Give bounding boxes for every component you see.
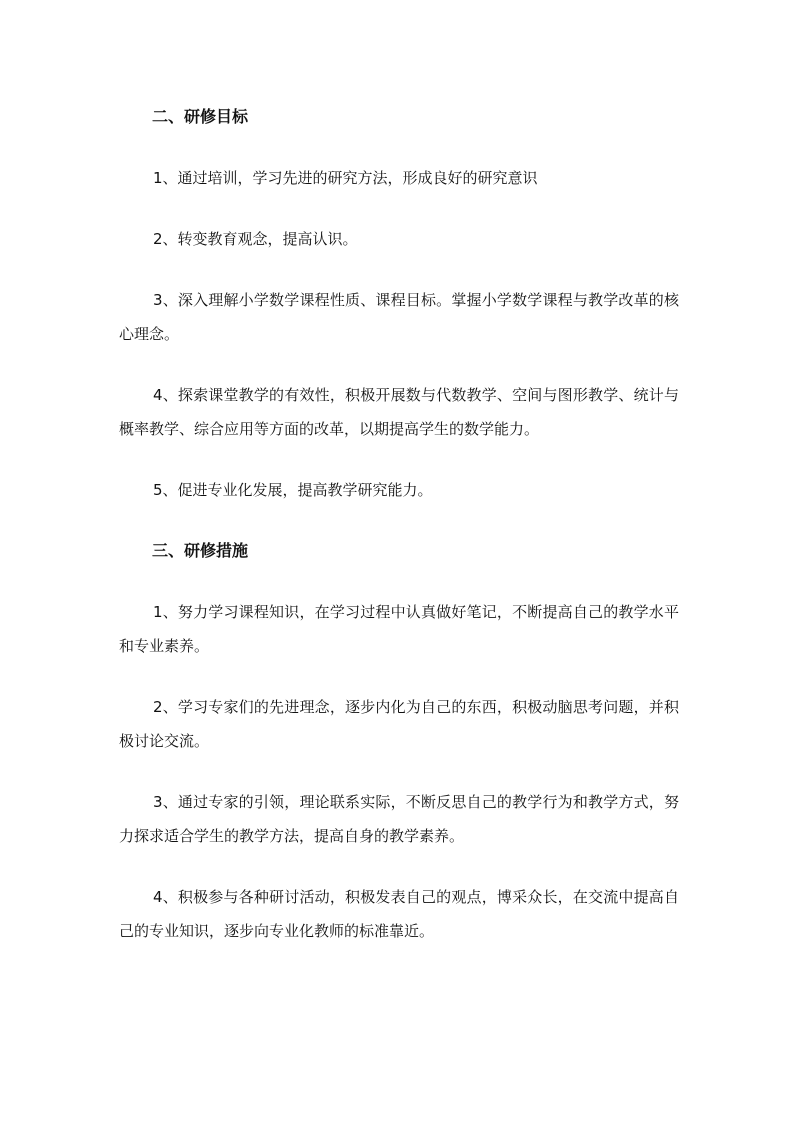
goal-item-3: 3、深入理解小学数学课程性质、课程目标。掌握小学数学课程与教学改革的核心理念。 xyxy=(119,291,679,343)
goal-item-5: 5、促进专业化发展，提高教学研究能力。 xyxy=(153,481,433,499)
measure-item-3: 3、通过专家的引领，理论联系实际，不断反思自己的教学行为和教学方式，努力探求适合学生的教学方法，提高自身的教学素养。 xyxy=(119,793,679,845)
measure-item-1: 1、努力学习课程知识，在学习过程中认真做好笔记，不断提高自己的教学水平和专业素养。 xyxy=(119,603,679,655)
goal-item-4: 4、探索课堂教学的有效性，积极开展数与代数教学、空间与图形教学、统计与概率教学、综合应用等方面的改革，以期提高学生的数学能力。 xyxy=(119,386,679,438)
goal-item-1: 1、通过培训，学习先进的研究方法，形成良好的研究意识 xyxy=(153,169,538,187)
measure-item-4: 4、积极参与各种研讨活动，积极发表自己的观点，博采众长，在交流中提高自己的专业知识，逐步向专业化教师的标准靠近。 xyxy=(119,888,679,940)
document-body xyxy=(119,100,679,975)
section-heading-goals: 二、研修目标 xyxy=(152,107,249,126)
goal-item-2: 2、转变教育观念，提高认识。 xyxy=(153,230,358,248)
section-heading-measures: 三、研修措施 xyxy=(152,541,249,560)
measure-item-2: 2、学习专家们的先进理念，逐步内化为自己的东西，积极动脑思考问题，并积极讨论交流。 xyxy=(119,698,679,750)
